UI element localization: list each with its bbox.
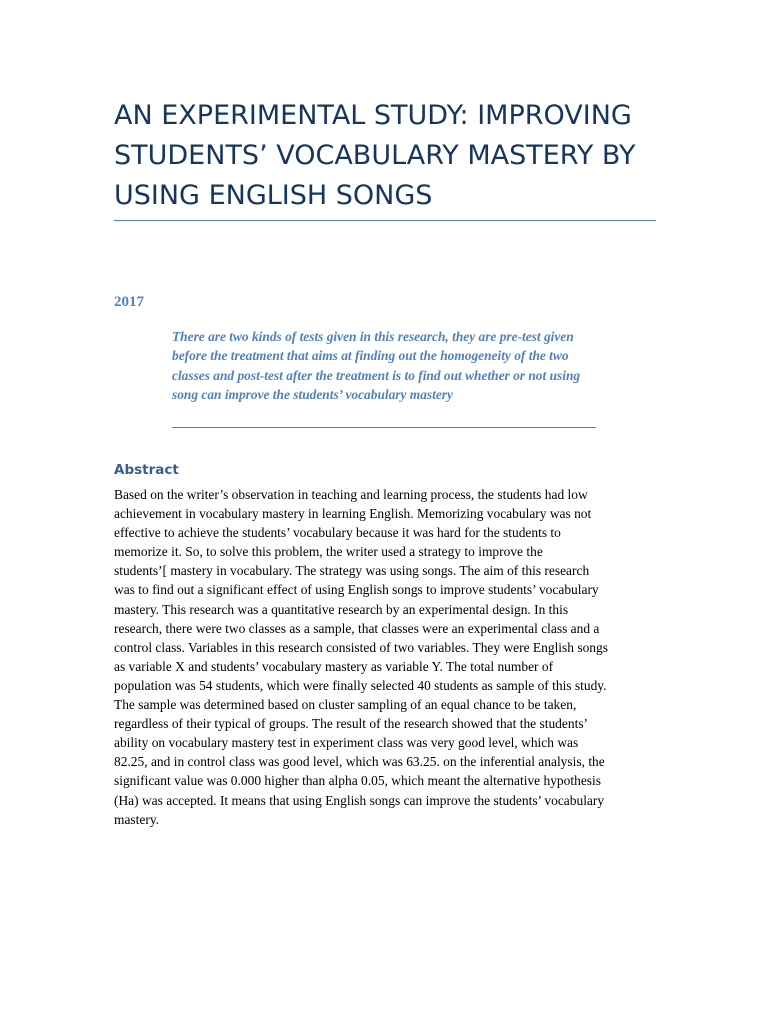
abstract-line: was to find out a significant effect of using English songs to improve students’ vocabulary	[114, 582, 599, 598]
abstract-line: effective to achieve the students’ vocabulary because it was hard for the students to	[114, 525, 561, 541]
abstract-line: population was 54 students, which were finally selected 40 students as sample of this study.	[114, 677, 607, 693]
abstract-line: significant value was 0.000 higher than alpha 0.05, which meant the alternative hypothesis	[114, 773, 601, 789]
abstract-line: The sample was determined based on cluster sampling of an equal chance to be taken,	[114, 697, 577, 713]
abstract-line: research, there were two classes as a sample, that classes were an experimental class and a	[114, 620, 600, 636]
abstract-line: control class. Variables in this research consisted of two variables. They were English songs	[114, 639, 608, 655]
abstract-line: memorize it. So, to solve this problem, the writer used a strategy to improve the	[114, 544, 543, 560]
abstract-line: mastery. This research was a quantitative research by an experimental design. In this	[114, 601, 569, 617]
title-divider	[114, 220, 656, 221]
abstract-line: students’[ mastery in vocabulary. The strategy was using songs. The aim of this research	[114, 563, 590, 579]
abstract-line: 82.25, and in control class was good level, which was 63.25. on the inferential analysis, the	[114, 754, 605, 770]
abstract-line: (Ha) was accepted. It means that using English songs can improve the students’ vocabulary	[114, 792, 605, 808]
abstract-body	[114, 485, 654, 829]
document-year: 2017	[114, 294, 144, 310]
pull-quote: There are two kinds of tests given in this research, they are pre-test given before the treatment that aims at finding out the homogeneity of the two classes and post-test after the treatment is to find out whether or not using song can improve the students’ vocabulary mastery	[172, 329, 581, 403]
abstract-heading: Abstract	[114, 462, 179, 478]
abstract-line: ability on vocabulary mastery test in experiment class was very good level, which was	[114, 735, 579, 751]
abstract-line: Based on the writer’s observation in teaching and learning process, the students had low	[114, 487, 588, 502]
abstract-line: achievement in vocabulary mastery in learning English. Memorizing vocabulary was not	[114, 506, 592, 522]
document-title: AN EXPERIMENTAL STUDY: IMPROVING STUDENTS’ VOCABULARY MASTERY BY USING ENGLISH SONGS	[114, 100, 636, 211]
abstract-line: mastery.	[114, 811, 160, 827]
abstract-line: as variable X and students’ vocabulary mastery as variable Y. The total number of	[114, 658, 554, 674]
abstract-line: regardless of their typical of groups. The result of the research showed that the students’	[114, 716, 589, 732]
pull-quote-divider	[172, 427, 596, 428]
